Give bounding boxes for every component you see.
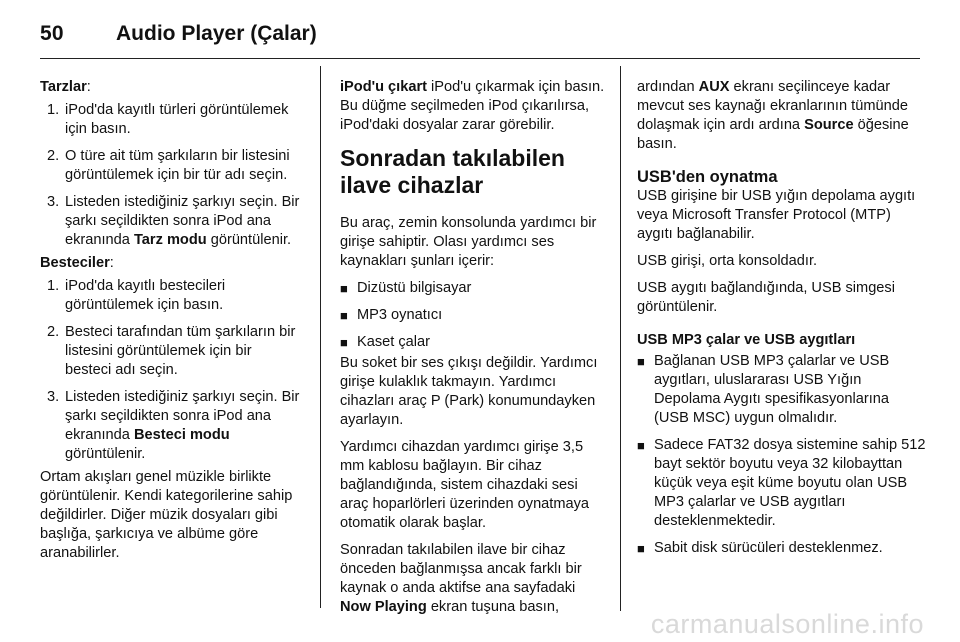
column-1: Tarzlar: 1. iPod'da kayıtlı türleri görüntülemek için basın. 2. O türe ait tüm şarkıların bir listesini görüntülemek için bir tür adı seçin. 3. Listeden istediğiniz şarkıyı seçin. Bir şarkı seçildikten sonra iPod ana ekranında Tarz modu görüntülenir. Besteciler: 1. iPod'da kayıtlı bestecileri görüntülemek için basın. 2. Besteci tarafından tüm şarkıların bir listesini görüntülemek için bir besteci adı seçin. 3. Listeden istediğiniz şarkıyı seçin. Bir şarkı seçildikten sonra iPod ana ekranında Besteci modu görüntülenir. Ortam akışları genel müzikle birlikte görüntülenir. Kendi kategorilerine sahip değildirler. Diğer müzik dosyaları gibi başlığa, şarkıcıya ve albüme göre aranabilirler. xyxy=(40,79,300,561)
list-item: ■ Sabit disk sürücüleri desteklenmez. xyxy=(637,540,883,556)
list-item: ■ Dizüstü bilgisayar xyxy=(340,280,472,296)
genres-label: Tarzlar xyxy=(40,79,87,95)
usb-paragraph-3: USB aygıtı bağlandığında, USB simgesi görüntülenir. xyxy=(637,280,895,315)
list-item: 2. Besteci tarafından tüm şarkıların bir listesini görüntülemek için bir besteci adı seçin. xyxy=(47,324,296,378)
header-divider xyxy=(40,58,920,59)
composers-list xyxy=(40,277,300,464)
list-item: 1. iPod'da kayıtlı bestecileri görüntülemek için basın. xyxy=(47,278,226,313)
watermark: carmanualsonline.info xyxy=(650,609,924,639)
aux-paragraph-3: Sonradan takılabilen ilave bir cihaz önceden bağlanmışsa ancak farklı bir kaynak o anda aktifse ana sayfadaki Now Playing ekran tuşuna basın, xyxy=(340,542,582,615)
list-item: ■ Sadece FAT32 dosya sistemine sahip 512 bayt sektör boyutu veya 32 kilobayttan küçük veya eşit küme boyutu olan USB MP3 çalarlar ve USB aygıtları desteklenmektedir. xyxy=(637,437,926,529)
column-2 xyxy=(340,78,606,625)
column-divider-1 xyxy=(320,66,321,608)
section-heading-aux: Sonradan takılabilen ilave cihazlar xyxy=(340,145,565,198)
closing-paragraph: Ortam akışları genel müzikle birlikte görüntülenir. Kendi kategorilerine sahip değildirler. Diğer müzik dosyaları gibi başlığa, şarkıcıya ve albüme göre aranabilirler. xyxy=(40,469,293,561)
list-item: ■ MP3 oynatıcı xyxy=(340,307,443,323)
aux-intro: Bu araç, zemin konsolunda yardımcı bir girişe sahiptir. Olası yardımcı ses kaynakları şunları içerir: xyxy=(340,215,597,269)
list-item: 3. Listeden istediğiniz şarkıyı seçin. Bir şarkı seçildikten sonra iPod ana ekranında Tarz modu görüntülenir. xyxy=(47,194,300,248)
aux-continuation: ardından AUX ekranı seçilinceye kadar mevcut ses kaynağı ekranlarının tümünde dolaşmak için ardı ardına Source öğesine basın. xyxy=(637,79,909,152)
usb-paragraph-2: USB girişi, orta konsoldadır. xyxy=(637,253,818,269)
column-3 xyxy=(637,78,927,566)
composers-label: Besteciler xyxy=(40,255,110,271)
eject-paragraph: iPod'u çıkart iPod'u çıkarmak için basın. Bu düğme seçilmeden iPod çıkarılırsa, iPod'daki dosyalar zarar görebilir. xyxy=(340,79,605,133)
section-heading-usb: USB'den oynatma xyxy=(637,168,778,186)
aux-paragraph-1: Bu soket bir ses çıkışı değildir. Yardımcı girişe kulaklık takmayın. Yardımcı cihazları araç P (Park) konumundayken ayarlayın. xyxy=(340,355,598,428)
genres-list xyxy=(40,101,300,250)
page-title: Audio Player (Çalar) xyxy=(116,22,317,45)
list-item: ■ Bağlanan USB MP3 çalarlar ve USB aygıtları, uluslararası USB Yığın Depolama Aygıtı spesifikasyonlarına (USB MSC) uygun olmalıdır. xyxy=(637,353,890,426)
list-item: 1. iPod'da kayıtlı türleri görüntülemek için basın. xyxy=(47,102,289,137)
list-item: 3. Listeden istediğiniz şarkıyı seçin. Bir şarkı seçildikten sonra iPod ana ekranında Besteci modu görüntülenir. xyxy=(47,389,300,462)
page-number: 50 xyxy=(40,22,64,45)
aux-paragraph-2: Yardımcı cihazdan yardımcı girişe 3,5 mm kablosu bağlayın. Bir cihaz bağlandığında, sistem cihazdaki sesi araç hoparlörleri üzerinden oynatmaya otomatik olarak başlar. xyxy=(340,439,590,531)
page-header xyxy=(0,0,960,58)
list-item: ■ Kaset çalar xyxy=(340,334,431,350)
column-divider-2 xyxy=(620,66,621,611)
usb-paragraph-1: USB girişine bir USB yığın depolama aygıtı veya Microsoft Transfer Protocol (MTP) aygıtı bağlanabilir. xyxy=(637,188,916,242)
list-item: 2. O türe ait tüm şarkıların bir listesini görüntülemek için bir tür adı seçin. xyxy=(47,148,290,183)
subheading-usb-mp3: USB MP3 çalar ve USB aygıtları xyxy=(637,332,856,348)
